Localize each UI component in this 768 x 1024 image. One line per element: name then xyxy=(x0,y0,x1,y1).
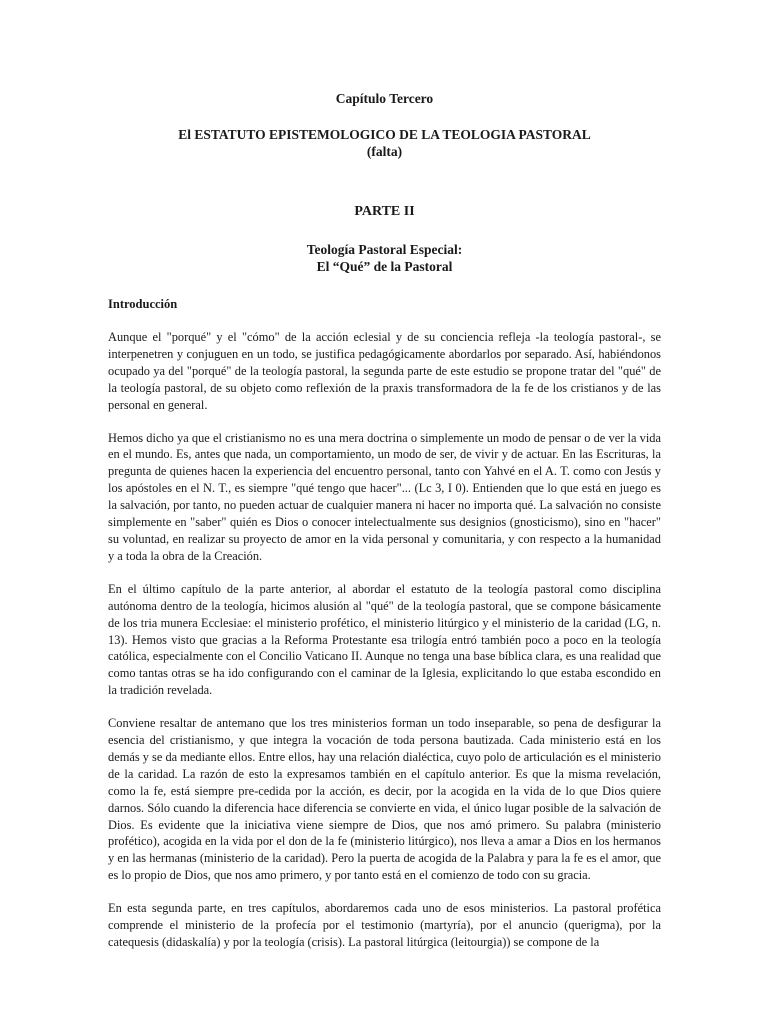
section-subtitle: El “Qué” de la Pastoral xyxy=(316,259,453,274)
paragraph: Conviene resaltar de antemano que los tres ministerios forman un todo inseparable, so pena de desfigurar la esencia del cristianismo, y que integra la vocación de toda persona bautizada. Cada ministerio está en los demás y se da mediante ellos. Entre ellos, hay una relación dialéctica, cuyo polo de articulación es el ministerio de la caridad. La razón de esto la expresamos también en el capítulo anterior. Es que la misma revelación, como la fe, está siempre pre-cedida por la acción, es decir, por la acogida en la vida de lo que Dios quiere darnos. Sólo cuando la diferencia hace diferencia se convierte en vida, el único lugar posible de la salvación de Dios. Es evidente que la iniciativa viene siempre de Dios, que nos amó primero. Su palabra (ministerio profético), acogida en la vida por el don de la fe (ministerio litúrgico), nos lleva a amar a Dios en los hermanos y en las hermanas (ministerio de la caridad). Pero la puerta de acogida de la Palabra y para la fe es el amor, que es lo propio de Dios, que nos amo primero, y por tanto está en el comienzo de todo con su gracia. xyxy=(108,716,661,883)
section-title: Teología Pastoral Especial: xyxy=(306,242,463,257)
chapter-title: El ESTATUTO EPISTEMOLOGICO DE LA TEOLOGIA PASTORAL xyxy=(178,127,591,142)
intro-heading: Introducción xyxy=(108,297,178,311)
document-page xyxy=(108,90,661,967)
paragraph: En el último capítulo de la parte anterior, al abordar el estatuto de la teología pastoral como disciplina autónoma dentro de la teología, hicimos alusión al "qué" de la teología pastoral, que se compone básicamente de los tria munera Ecclesiae: el ministerio profético, el ministerio litúrgico y el ministerio de la caridad (LG, n. 13). Hemos visto que gracias a la Reforma Protestante esa trilogía entró también poco a poco en la teología católica, especialmente con el Concilio Vaticano II. Aunque no tenga una base bíblica clara, es una realidad que como tantas otras se ha ido configurando con el caminar de la Iglesia, explicitando lo que estaba escondido en la tradición revelada. xyxy=(108,581,661,698)
chapter-label: Capítulo Tercero xyxy=(335,91,434,106)
paragraph: Aunque el "porqué" y el "cómo" de la acción eclesial y de su conciencia refleja -la teología pastoral-, se interpenetren y conjuguen en un todo, se justifica pedagógicamente abordarlos por separado. Así, habiéndonos ocupado ya del "porqué" de la teología pastoral, la segunda parte de este estudio se propone tratar del "qué" de la teología pastoral, de su objeto como reflexión de la praxis transformadora de la fe de los cristianos y de las personal en general. xyxy=(108,330,661,412)
paragraph: Hemos dicho ya que el cristianismo no es una mera doctrina o simplemente un modo de pensar o de ver la vida en el mundo. Es, antes que nada, un comportamiento, un modo de ser, de vivir y de actuar. En las Escrituras, la pregunta de quienes hacen la experiencia del encuentro personal, tanto con Yahvé en el A. T. como con Jesús y los apóstoles en el N. T., es siempre "qué tengo que hacer"... (Lc 3, I 0). Entienden que lo que está en juego es la salvación, por tanto, no pueden actuar de cualquier manera ni hacer no importa qué. La salvación no consiste simplemente en "saber" quién es Dios o conocer intelectualmente sus designios (gnosticismo), sino en "hacer" su voluntad, en realizar su proyecto de amor en la vida personal y comunitaria, y con respecto a la humanidad y a toda la obra de la Creación. xyxy=(108,430,661,563)
part-heading: PARTE II xyxy=(354,204,415,219)
paragraph: En esta segunda parte, en tres capítulos, abordaremos cada uno de esos ministerios. La pastoral profética comprende el ministerio de la profecía por el testimonio (martyría), por el anuncio (querigma), por la catequesis (didaskalía) y por la teología (crisis). La pastoral litúrgica (leitourgia)) se compone de la xyxy=(108,901,661,949)
chapter-note: (falta) xyxy=(366,144,403,159)
